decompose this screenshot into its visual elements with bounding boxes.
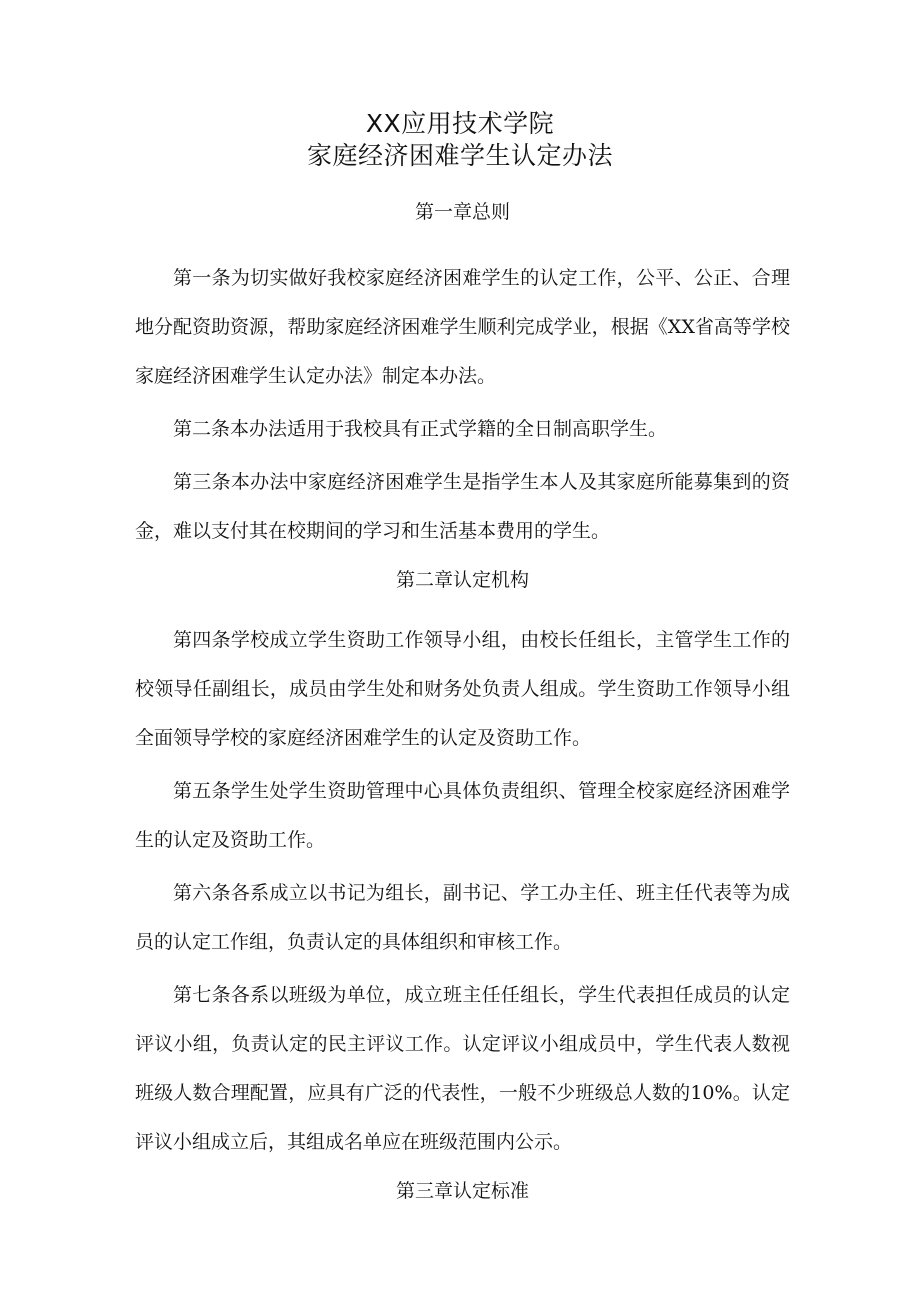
article-4: 第四条学校成立学生资助工作领导小组，由校长任组长，主管学生工作的校领导任副组长，成员由学生处和财务处负责人组成。学生资助工作领导小组全面领导学校的家庭经济困难学生的认定及资助工作。 bbox=[135, 629, 790, 749]
article-5: 第五条学生处学生资助管理中心具体负责组织、管理全校家庭经济困难学生的认定及资助工作。 bbox=[135, 780, 790, 851]
chapter-heading-3: 第三章认定标准 bbox=[395, 1180, 529, 1202]
chapter-heading-1: 第一章总则 bbox=[414, 201, 510, 223]
article-3: 第三条本办法中家庭经济困难学生是指学生本人及其家庭所能募集到的资金，难以支付其在校期间的学习和生活基本费用的学生。 bbox=[135, 471, 790, 542]
document-body bbox=[135, 192, 790, 1227]
document-title bbox=[0, 108, 920, 172]
title-line-institution: XX应用技术学院 bbox=[365, 109, 555, 138]
article-6: 第六条各系成立以书记为组长，副书记、学工办主任、班主任代表等为成员的认定工作组，负责认定的具体组织和审核工作。 bbox=[135, 882, 790, 953]
article-2: 第二条本办法适用于我校具有正式学籍的全日制高职学生。 bbox=[173, 418, 668, 440]
chapter-heading-2: 第二章认定机构 bbox=[395, 569, 529, 591]
article-1: 第一条为切实做好我校家庭经济困难学生的认定工作，公平、公正、合理地分配资助资源，帮助家庭经济困难学生顺利完成学业，根据《XX省高等学校家庭经济困难学生认定办法》制定本办法。 bbox=[135, 267, 790, 387]
title-line-subject: 家庭经济困难学生认定办法 bbox=[306, 141, 613, 170]
article-7: 第七条各系以班级为单位，成立班主任任组长，学生代表担任成员的认定评议小组，负责认定的民主评议工作。认定评议小组成员中，学生代表人数视班级人数合理配置，应具有广泛的代表性，一般不少班级总人数的10%。认定评议小组成立后，其组成名单应在班级范围内公示。 bbox=[135, 984, 790, 1153]
